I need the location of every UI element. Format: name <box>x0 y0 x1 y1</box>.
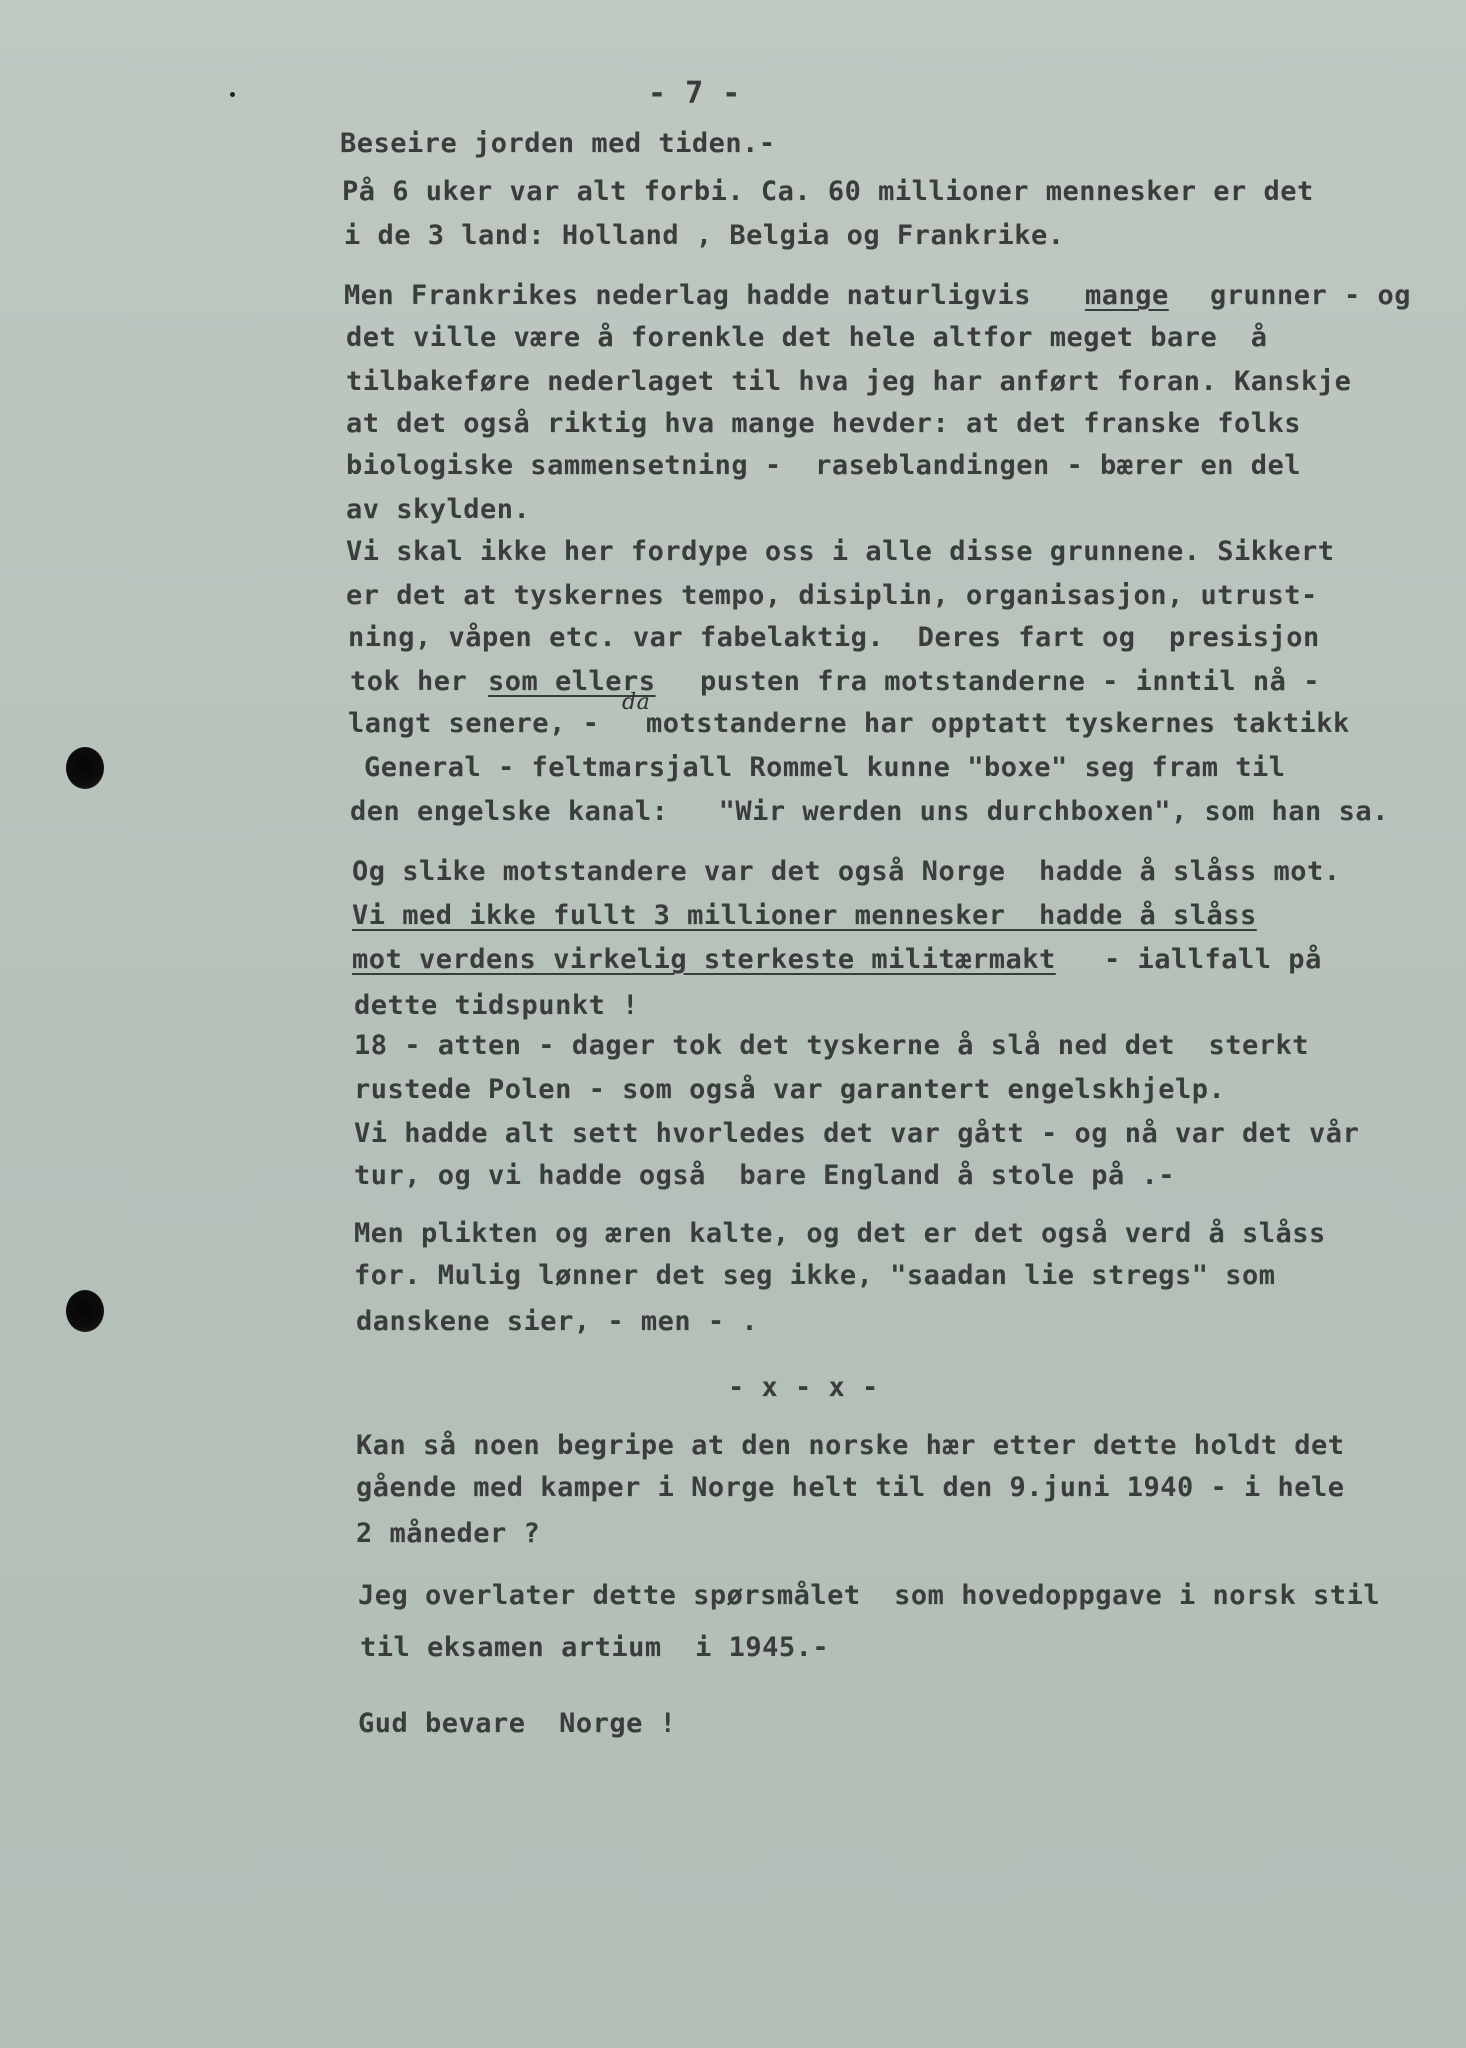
underlined-text: Vi med ikke fullt 3 millioner mennesker hadde å slåss <box>352 900 1257 931</box>
speck <box>230 92 235 97</box>
underlined-text: mot verdens virkelig sterkeste militærmakt <box>352 944 1056 975</box>
punch-hole-top <box>66 747 104 789</box>
text-line: tur, og vi hadde også bare England å stole på .- <box>354 1160 1176 1191</box>
text-line: tok her <box>350 666 468 697</box>
text-line: for. Mulig lønner det seg ikke, "saadan lie stregs" som <box>354 1260 1276 1291</box>
text-line: 18 - atten - dager tok det tyskerne å slå ned det sterkt <box>354 1030 1310 1061</box>
text-line: Men plikten og æren kalte, og det er det også verd å slåss <box>354 1218 1326 1249</box>
page-number: - 7 - <box>648 76 741 111</box>
text-line: 2 måneder ? <box>356 1518 541 1549</box>
text-line: tilbakeføre nederlaget til hva jeg har anført foran. Kanskje <box>346 366 1352 397</box>
text-line: Vi hadde alt sett hvorledes det var gått - og nå var det vår <box>354 1118 1360 1149</box>
text-line: langt senere, - <box>348 708 600 739</box>
text-line: - iallfall på <box>1104 944 1322 975</box>
closing-line: Gud bevare Norge ! <box>358 1708 677 1739</box>
underlined-text: som ellers <box>488 666 656 697</box>
text-line: grunner - og <box>1210 280 1412 311</box>
text-line: det ville være å forenkle det hele altfor meget bare å <box>346 322 1268 353</box>
underlined-text: mange <box>1085 280 1169 311</box>
text-line: gående med kamper i Norge helt til den 9.juni 1940 - i hele <box>356 1472 1345 1503</box>
handwritten-annotation: da <box>622 690 651 715</box>
text-line: er det at tyskernes tempo, disiplin, organisasjon, utrust- <box>346 580 1318 611</box>
text-line: Kan så noen begripe at den norske hær etter dette holdt det <box>356 1430 1345 1461</box>
text-line: motstanderne har opptatt tyskernes taktikk <box>646 708 1350 739</box>
punch-hole-bottom <box>66 1290 104 1332</box>
text-line: Men Frankrikes nederlag hadde naturligvis <box>344 280 1031 311</box>
text-line: ning, våpen etc. var fabelaktig. Deres fart og presisjon <box>348 622 1320 653</box>
text-line: Vi skal ikke her fordype oss i alle disse grunnene. Sikkert <box>346 536 1335 567</box>
text-line: av skylden. <box>346 494 531 525</box>
text-line: danskene sier, - men - . <box>356 1306 759 1337</box>
text-line: i de 3 land: Holland , Belgia og Frankrike. <box>344 220 1065 251</box>
text-line: den engelske kanal: "Wir werden uns durchboxen", som han sa. <box>350 796 1389 827</box>
text-line: til eksamen artium i 1945.- <box>360 1632 830 1663</box>
text-line: Og slike motstandere var det også Norge hadde å slåss mot. <box>352 856 1341 887</box>
text-line: På 6 uker var alt forbi. Ca. 60 millioner mennesker er det <box>342 176 1314 207</box>
section-separator: - x - x - <box>728 1372 879 1403</box>
text-line: pusten fra motstanderne - inntil nå - <box>700 666 1320 697</box>
text-line: Beseire jorden med tiden.- <box>340 128 776 159</box>
text-line: at det også riktig hva mange hevder: at det franske folks <box>346 408 1302 439</box>
text-line: biologiske sammensetning - raseblandingen - bærer en del <box>346 450 1302 481</box>
text-line: dette tidspunkt ! <box>354 990 639 1021</box>
text-line: Jeg overlater dette spørsmålet som hovedoppgave i norsk stil <box>358 1580 1381 1611</box>
text-line: rustede Polen - som også var garantert engelskhjelp. <box>354 1074 1226 1105</box>
text-line: General - feltmarsjall Rommel kunne "boxe" seg fram til <box>364 752 1286 783</box>
